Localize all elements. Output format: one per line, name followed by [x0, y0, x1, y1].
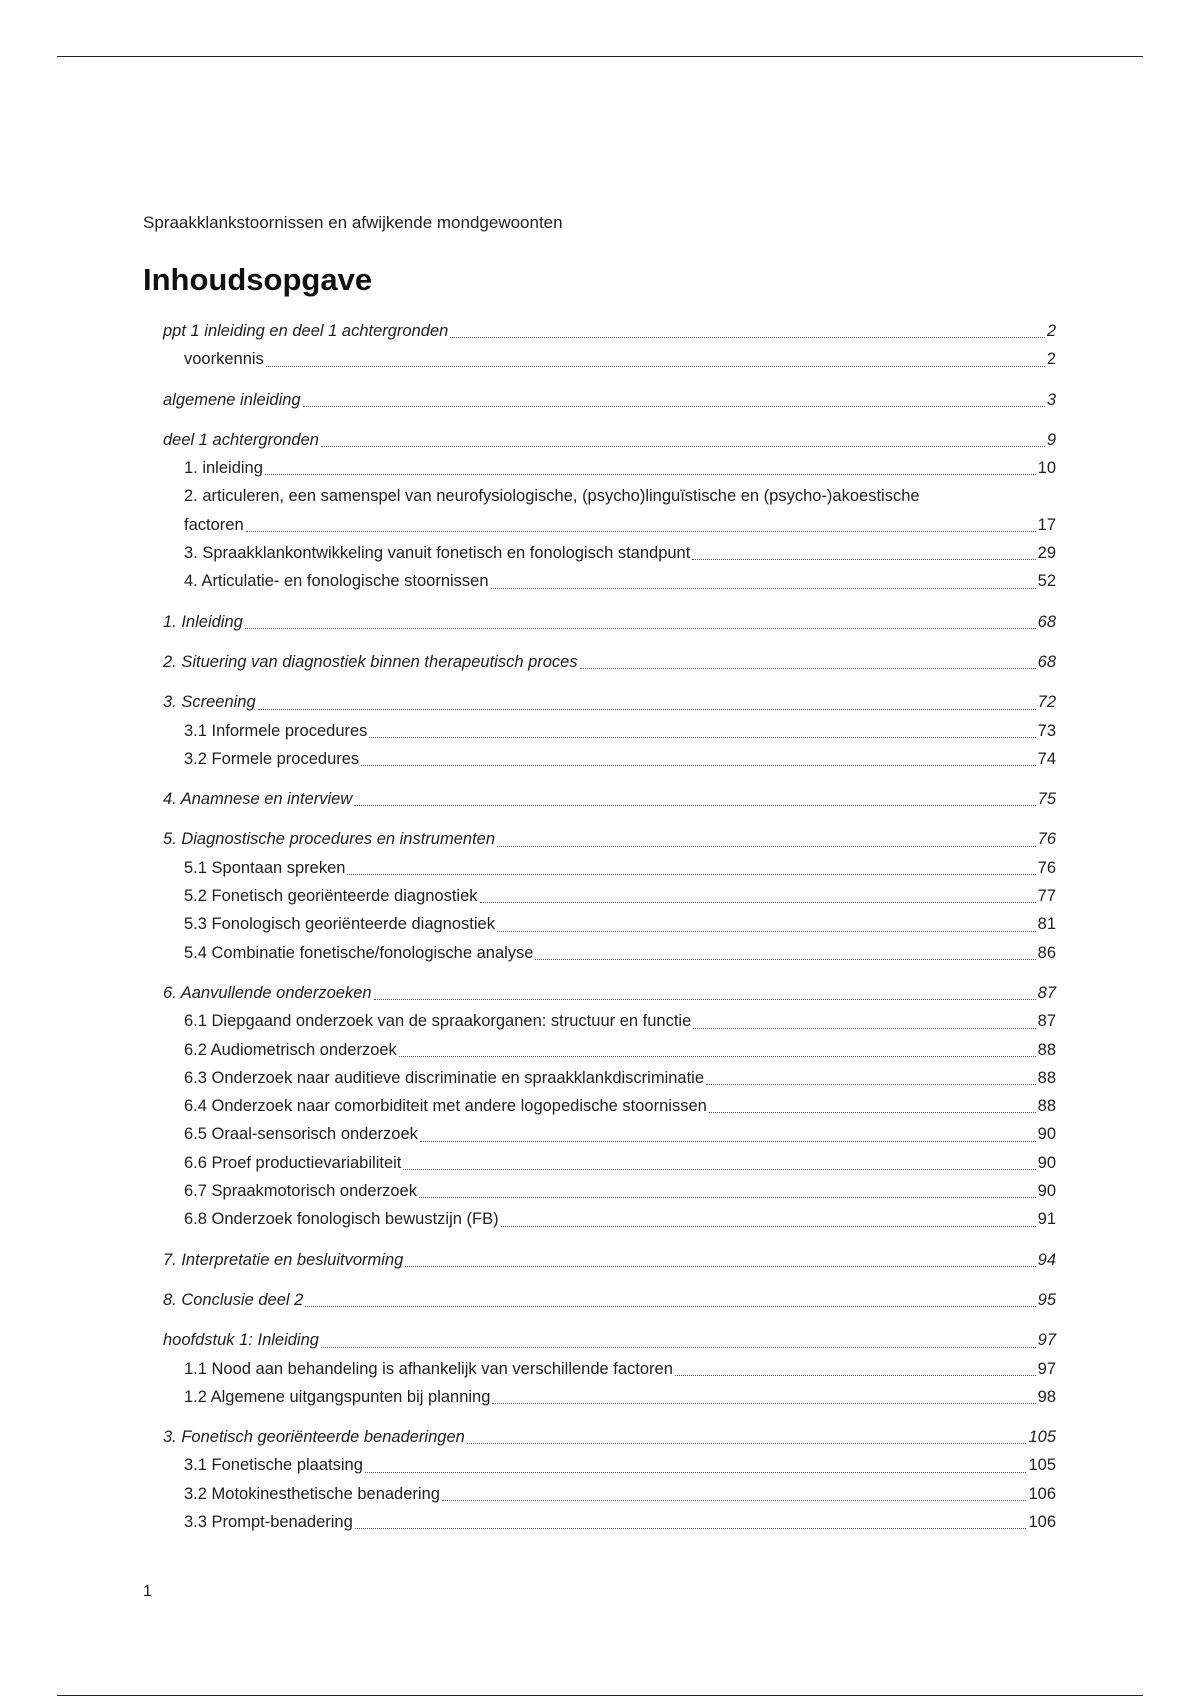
toc-entry-label: 6.3 Onderzoek naar auditieve discriminatie en spraakklankdiscriminatie	[184, 1068, 705, 1087]
toc-entry-page: 3	[1046, 390, 1056, 409]
toc-entry-label: hoofdstuk 1: Inleiding	[163, 1331, 319, 1350]
toc-entry[interactable]	[163, 785, 1056, 813]
toc-entry-page: 68	[1037, 652, 1056, 671]
toc-entry-label: 6. Aanvullende onderzoeken	[163, 983, 372, 1002]
toc-entry-page: 77	[1037, 887, 1056, 906]
toc-entry[interactable]	[163, 1092, 1056, 1120]
toc-entry-page: 88	[1037, 1040, 1056, 1059]
dot-leader	[420, 1141, 1036, 1142]
bottom-rule	[57, 1695, 1143, 1696]
page-number: 1	[143, 1583, 152, 1600]
top-rule	[57, 56, 1143, 57]
dot-leader	[321, 446, 1045, 447]
dot-leader	[497, 931, 1036, 932]
toc-entry-page: 97	[1037, 1331, 1056, 1350]
toc-entry[interactable]	[163, 825, 1056, 853]
toc-entry-label: 5.2 Fonetisch georiënteerde diagnostiek	[184, 887, 478, 906]
toc-entry-page: 91	[1037, 1210, 1056, 1229]
dot-leader	[501, 1226, 1036, 1227]
toc-entry-page: 68	[1037, 612, 1056, 631]
toc-entry[interactable]	[163, 1036, 1056, 1064]
toc-entry[interactable]	[163, 1007, 1056, 1035]
dot-leader	[492, 1403, 1035, 1404]
toc-entry-label: 3.1 Informele procedures	[184, 721, 368, 740]
toc-entry-label: 1. Inleiding	[163, 612, 243, 631]
toc-entry-label: 6.5 Oraal-sensorisch onderzoek	[184, 1125, 418, 1144]
toc-entry-page: 2	[1046, 350, 1056, 369]
toc-entry[interactable]	[163, 745, 1056, 773]
toc-entry-page: 88	[1037, 1097, 1056, 1116]
toc-entry-label-continued: factoren	[184, 515, 244, 534]
toc-entry[interactable]	[163, 386, 1056, 414]
toc-entry[interactable]	[163, 910, 1056, 938]
toc-entry-label: 3.3 Prompt-benadering	[184, 1512, 353, 1531]
toc-entry-page: 72	[1037, 693, 1056, 712]
toc-entry[interactable]	[163, 854, 1056, 882]
toc-entry-page: 76	[1037, 858, 1056, 877]
dot-leader	[354, 805, 1035, 806]
dot-leader	[258, 709, 1036, 710]
toc-entry-page: 105	[1028, 1428, 1056, 1447]
toc-entry-page: 10	[1037, 459, 1056, 478]
toc-entry[interactable]	[163, 567, 1056, 595]
dot-leader	[245, 628, 1036, 629]
toc-entry-page: 87	[1037, 983, 1056, 1002]
toc-entry-label: 6.4 Onderzoek naar comorbiditeit met andere logopedische stoornissen	[184, 1097, 707, 1116]
toc-entry-label: voorkennis	[184, 350, 264, 369]
table-of-contents	[163, 317, 1056, 1536]
toc-entry-label: algemene inleiding	[163, 390, 301, 409]
toc-entry[interactable]	[163, 1451, 1056, 1479]
dot-leader	[305, 1306, 1035, 1307]
dot-leader	[580, 668, 1036, 669]
dot-leader	[709, 1112, 1036, 1113]
dot-leader	[365, 1472, 1027, 1473]
page-title: Inhoudsopgave	[143, 262, 373, 297]
toc-entry[interactable]	[163, 882, 1056, 910]
toc-entry-label: 1.1 Nood aan behandeling is afhankelijk van verschillende factoren	[184, 1359, 673, 1378]
dot-leader	[491, 588, 1036, 589]
toc-entry-page: 95	[1037, 1290, 1056, 1309]
toc-entry-label: 3.1 Fonetische plaatsing	[184, 1456, 363, 1475]
toc-entry-label: 5.4 Combinatie fonetische/fonologische analyse	[184, 943, 534, 962]
toc-entry-page: 73	[1037, 721, 1056, 740]
dot-leader	[693, 1028, 1035, 1029]
toc-entry[interactable]	[163, 1149, 1056, 1177]
dot-leader	[374, 999, 1036, 1000]
toc-entry-page: 90	[1037, 1125, 1056, 1144]
toc-entry-page: 87	[1037, 1012, 1056, 1031]
dot-leader	[405, 1266, 1035, 1267]
dot-leader	[419, 1197, 1036, 1198]
toc-entry-page: 90	[1037, 1182, 1056, 1201]
toc-entry[interactable]	[163, 1205, 1056, 1233]
toc-entry-page: 88	[1037, 1068, 1056, 1087]
dot-leader	[497, 846, 1036, 847]
toc-entry-label: 8. Conclusie deel 2	[163, 1290, 304, 1309]
toc-entry-label: ppt 1 inleiding en deel 1 achtergronden	[163, 322, 449, 340]
toc-entry-label: 1.2 Algemene uitgangspunten bij planning	[184, 1387, 491, 1406]
toc-entry-page: 74	[1037, 749, 1056, 768]
toc-entry-page: 105	[1028, 1456, 1056, 1475]
toc-entry[interactable]	[163, 979, 1056, 1007]
toc-entry-label: 3. Spraakklankontwikkeling vanuit fonetisch en fonologisch standpunt	[184, 544, 691, 563]
toc-entry-label: 7. Interpretatie en besluitvorming	[163, 1250, 404, 1269]
toc-entry-label: 6.7 Spraakmotorisch onderzoek	[184, 1182, 417, 1201]
dot-leader	[303, 406, 1045, 407]
toc-entry-label: 5.3 Fonologisch georiënteerde diagnostiek	[184, 915, 495, 934]
toc-entry[interactable]	[163, 1286, 1056, 1314]
dot-leader	[403, 1169, 1035, 1170]
dot-leader	[265, 474, 1036, 475]
toc-entry-label: 6.8 Onderzoek fonologisch bewustzijn (FB)	[184, 1210, 499, 1229]
toc-entry[interactable]	[163, 1326, 1056, 1354]
dot-leader	[321, 1347, 1036, 1348]
dot-leader	[246, 531, 1036, 532]
dot-leader	[535, 959, 1035, 960]
toc-entry-page: 86	[1037, 943, 1056, 962]
toc-entry[interactable]	[163, 1355, 1056, 1383]
toc-entry[interactable]	[163, 1383, 1056, 1411]
toc-entry-label: 3.2 Formele procedures	[184, 749, 360, 768]
toc-entry-label: 6.2 Audiometrisch onderzoek	[184, 1040, 397, 1059]
toc-entry-page: 98	[1037, 1387, 1056, 1406]
toc-entry-page: 75	[1037, 790, 1056, 809]
toc-entry[interactable]	[163, 1423, 1056, 1451]
dot-leader	[361, 765, 1035, 766]
dot-leader	[347, 874, 1035, 875]
toc-entry-page: 90	[1037, 1153, 1056, 1172]
document-header: Spraakklankstoornissen en afwijkende mondgewoonten	[143, 213, 563, 232]
toc-entry-page: 76	[1037, 830, 1056, 849]
toc-entry-page: 52	[1037, 572, 1056, 591]
toc-entry-label: 3. Screening	[163, 693, 256, 712]
dot-leader	[399, 1056, 1036, 1057]
dot-leader	[369, 737, 1035, 738]
toc-entry[interactable]	[163, 482, 1056, 539]
toc-entry[interactable]	[163, 717, 1056, 745]
toc-entry-label: 6.1 Diepgaand onderzoek van de spraakorganen: structuur en functie	[184, 1012, 692, 1031]
toc-entry-label: 2. articuleren, een samenspel van neurofysiologische, (psycho)linguïstische en (psycho-)akoestische	[184, 487, 920, 506]
dot-leader	[480, 902, 1036, 903]
toc-entry[interactable]	[163, 426, 1056, 454]
toc-entry-label: 3. Fonetisch georiënteerde benaderingen	[163, 1428, 465, 1447]
toc-entry[interactable]	[163, 1480, 1056, 1508]
dot-leader	[467, 1443, 1027, 1444]
toc-entry-page: 81	[1037, 915, 1056, 934]
dot-leader	[266, 366, 1045, 367]
dot-leader	[450, 337, 1045, 338]
toc-entry[interactable]	[163, 454, 1056, 482]
toc-entry[interactable]	[163, 688, 1056, 716]
toc-entry-label: 4. Articulatie- en fonologische stoornissen	[184, 572, 489, 591]
toc-entry[interactable]	[163, 317, 1056, 345]
toc-entry-page: 9	[1046, 430, 1056, 449]
toc-entry-page: 17	[1037, 515, 1056, 534]
dot-leader	[675, 1375, 1036, 1376]
toc-entry[interactable]	[163, 1120, 1056, 1148]
toc-entry[interactable]	[163, 345, 1056, 373]
toc-entry-label: 2. Situering van diagnostiek binnen therapeutisch proces	[163, 652, 578, 671]
toc-entry-page: 2	[1046, 322, 1056, 340]
toc-entry-page: 94	[1037, 1250, 1056, 1269]
toc-entry[interactable]	[163, 939, 1056, 967]
dot-leader	[692, 559, 1035, 560]
toc-entry[interactable]	[163, 1508, 1056, 1536]
toc-entry-page: 106	[1028, 1512, 1056, 1531]
toc-entry-label: 4. Anamnese en interview	[163, 790, 353, 809]
toc-entry-page: 97	[1037, 1359, 1056, 1378]
toc-entry-page: 29	[1037, 544, 1056, 563]
toc-entry[interactable]	[163, 1246, 1056, 1274]
toc-entry[interactable]	[163, 608, 1056, 636]
toc-entry[interactable]	[163, 1064, 1056, 1092]
dot-leader	[355, 1528, 1027, 1529]
toc-entry[interactable]	[163, 1177, 1056, 1205]
toc-entry-label: 3.2 Motokinesthetische benadering	[184, 1484, 440, 1503]
toc-entry[interactable]	[163, 539, 1056, 567]
toc-entry-label: deel 1 achtergronden	[163, 430, 319, 449]
toc-entry-page: 106	[1028, 1484, 1056, 1503]
dot-leader	[706, 1084, 1036, 1085]
toc-entry-label: 5.1 Spontaan spreken	[184, 858, 346, 877]
toc-entry-label: 6.6 Proef productievariabiliteit	[184, 1153, 402, 1172]
toc-entry-label: 5. Diagnostische procedures en instrumenten	[163, 830, 496, 849]
dot-leader	[442, 1500, 1027, 1501]
toc-entry[interactable]	[163, 648, 1056, 676]
toc-entry-label: 1. inleiding	[184, 459, 263, 478]
